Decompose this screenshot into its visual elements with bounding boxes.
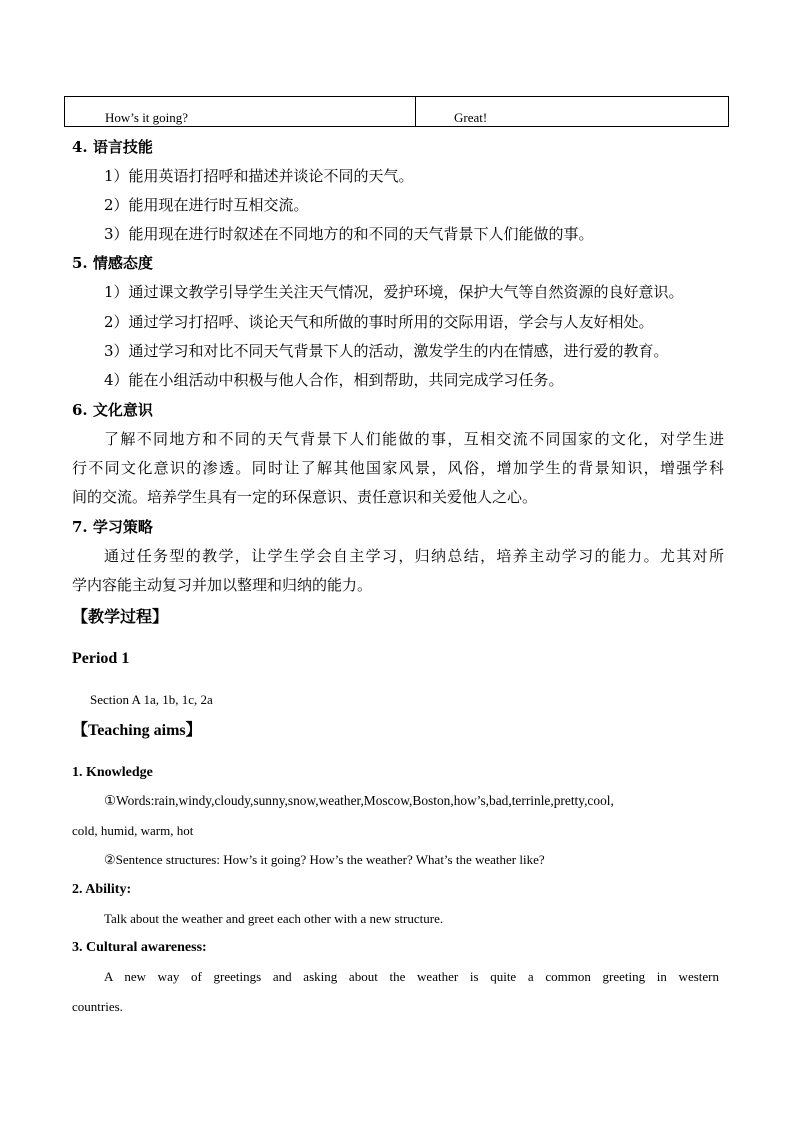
section-line: Section A 1a, 1b, 1c, 2a [90, 692, 213, 707]
list-item: 3）能用现在进行时叙述在不同地方的和不同的天气背景下人们能做的事。 [104, 225, 594, 243]
section-heading-attitude: 5. 情感态度 [72, 254, 153, 272]
table-cell-answer [416, 97, 728, 126]
list-item: 4）能在小组活动中积极与他人合作，相到帮助，共同完成学习任务。 [104, 371, 564, 389]
aims-heading: 【Teaching aims】 [72, 722, 202, 739]
cultural-text: A new way of greetings and asking about the weather is quite a common greeting in western [104, 969, 719, 984]
ability-heading: 2. Ability: [72, 882, 132, 897]
ability-text: Talk about the weather and greet each other with a new structure. [104, 911, 444, 926]
paragraph-line: 了解不同地方和不同的天气背景下人们能做的事，互相交流不同国家的文化，对学生进 [104, 430, 724, 448]
words-line: ①Words:rain,windy,cloudy,sunny,snow,weather,Moscow,Boston,how’s,bad,terrinle,pretty,cool, [104, 793, 614, 808]
list-item: 3）通过学习和对比不同天气背景下人的活动，激发学生的内在情感，进行爱的教育。 [104, 342, 669, 360]
paragraph-line: 学内容能主动复习并加以整理和归纳的能力。 [72, 576, 373, 594]
table-cell-text: Great! [454, 110, 488, 125]
period-title: Period 1 [72, 650, 130, 667]
list-item: 2）能用现在进行时互相交流。 [104, 196, 309, 214]
list-item: 1）通过课文教学引导学生关注天气情况，爱护环境，保护大气等自然资源的良好意识。 [104, 283, 684, 301]
list-item: 1）能用英语打招呼和描述并谈论不同的天气。 [104, 167, 414, 185]
dialogue-table [64, 96, 729, 127]
cultural-text: countries. [72, 999, 123, 1014]
table-cell-question [65, 97, 416, 126]
cultural-heading: 3. Cultural awareness: [72, 940, 207, 955]
sentence-structures: ②Sentence structures: How’s it going? How’s the weather? What’s the weather like? [104, 852, 545, 867]
words-line: cold, humid, warm, hot [72, 823, 194, 838]
section-heading-strategy: 7. 学习策略 [72, 518, 153, 536]
paragraph-line: 间的交流。培养学生具有一定的环保意识、责任意识和关爱他人之心。 [72, 488, 538, 506]
section-heading-culture: 6. 文化意识 [72, 401, 153, 419]
paragraph-line: 通过任务型的教学，让学生学会自主学习，归纳总结，培养主动学习的能力。尤其对所 [104, 547, 724, 565]
list-item: 2）通过学习打招呼、谈论天气和所做的事时所用的交际用语，学会与人友好相处。 [104, 313, 654, 331]
process-heading: 【教学过程】 [72, 607, 169, 626]
paragraph-line: 行不同文化意识的渗透。同时让了解其他国家风景，风俗，增加学生的背景知识，增强学科 [72, 459, 724, 477]
section-heading-language-skills: 4. 语言技能 [72, 138, 153, 156]
knowledge-heading: 1. Knowledge [72, 765, 153, 780]
table-cell-text: How’s it going? [105, 110, 189, 125]
